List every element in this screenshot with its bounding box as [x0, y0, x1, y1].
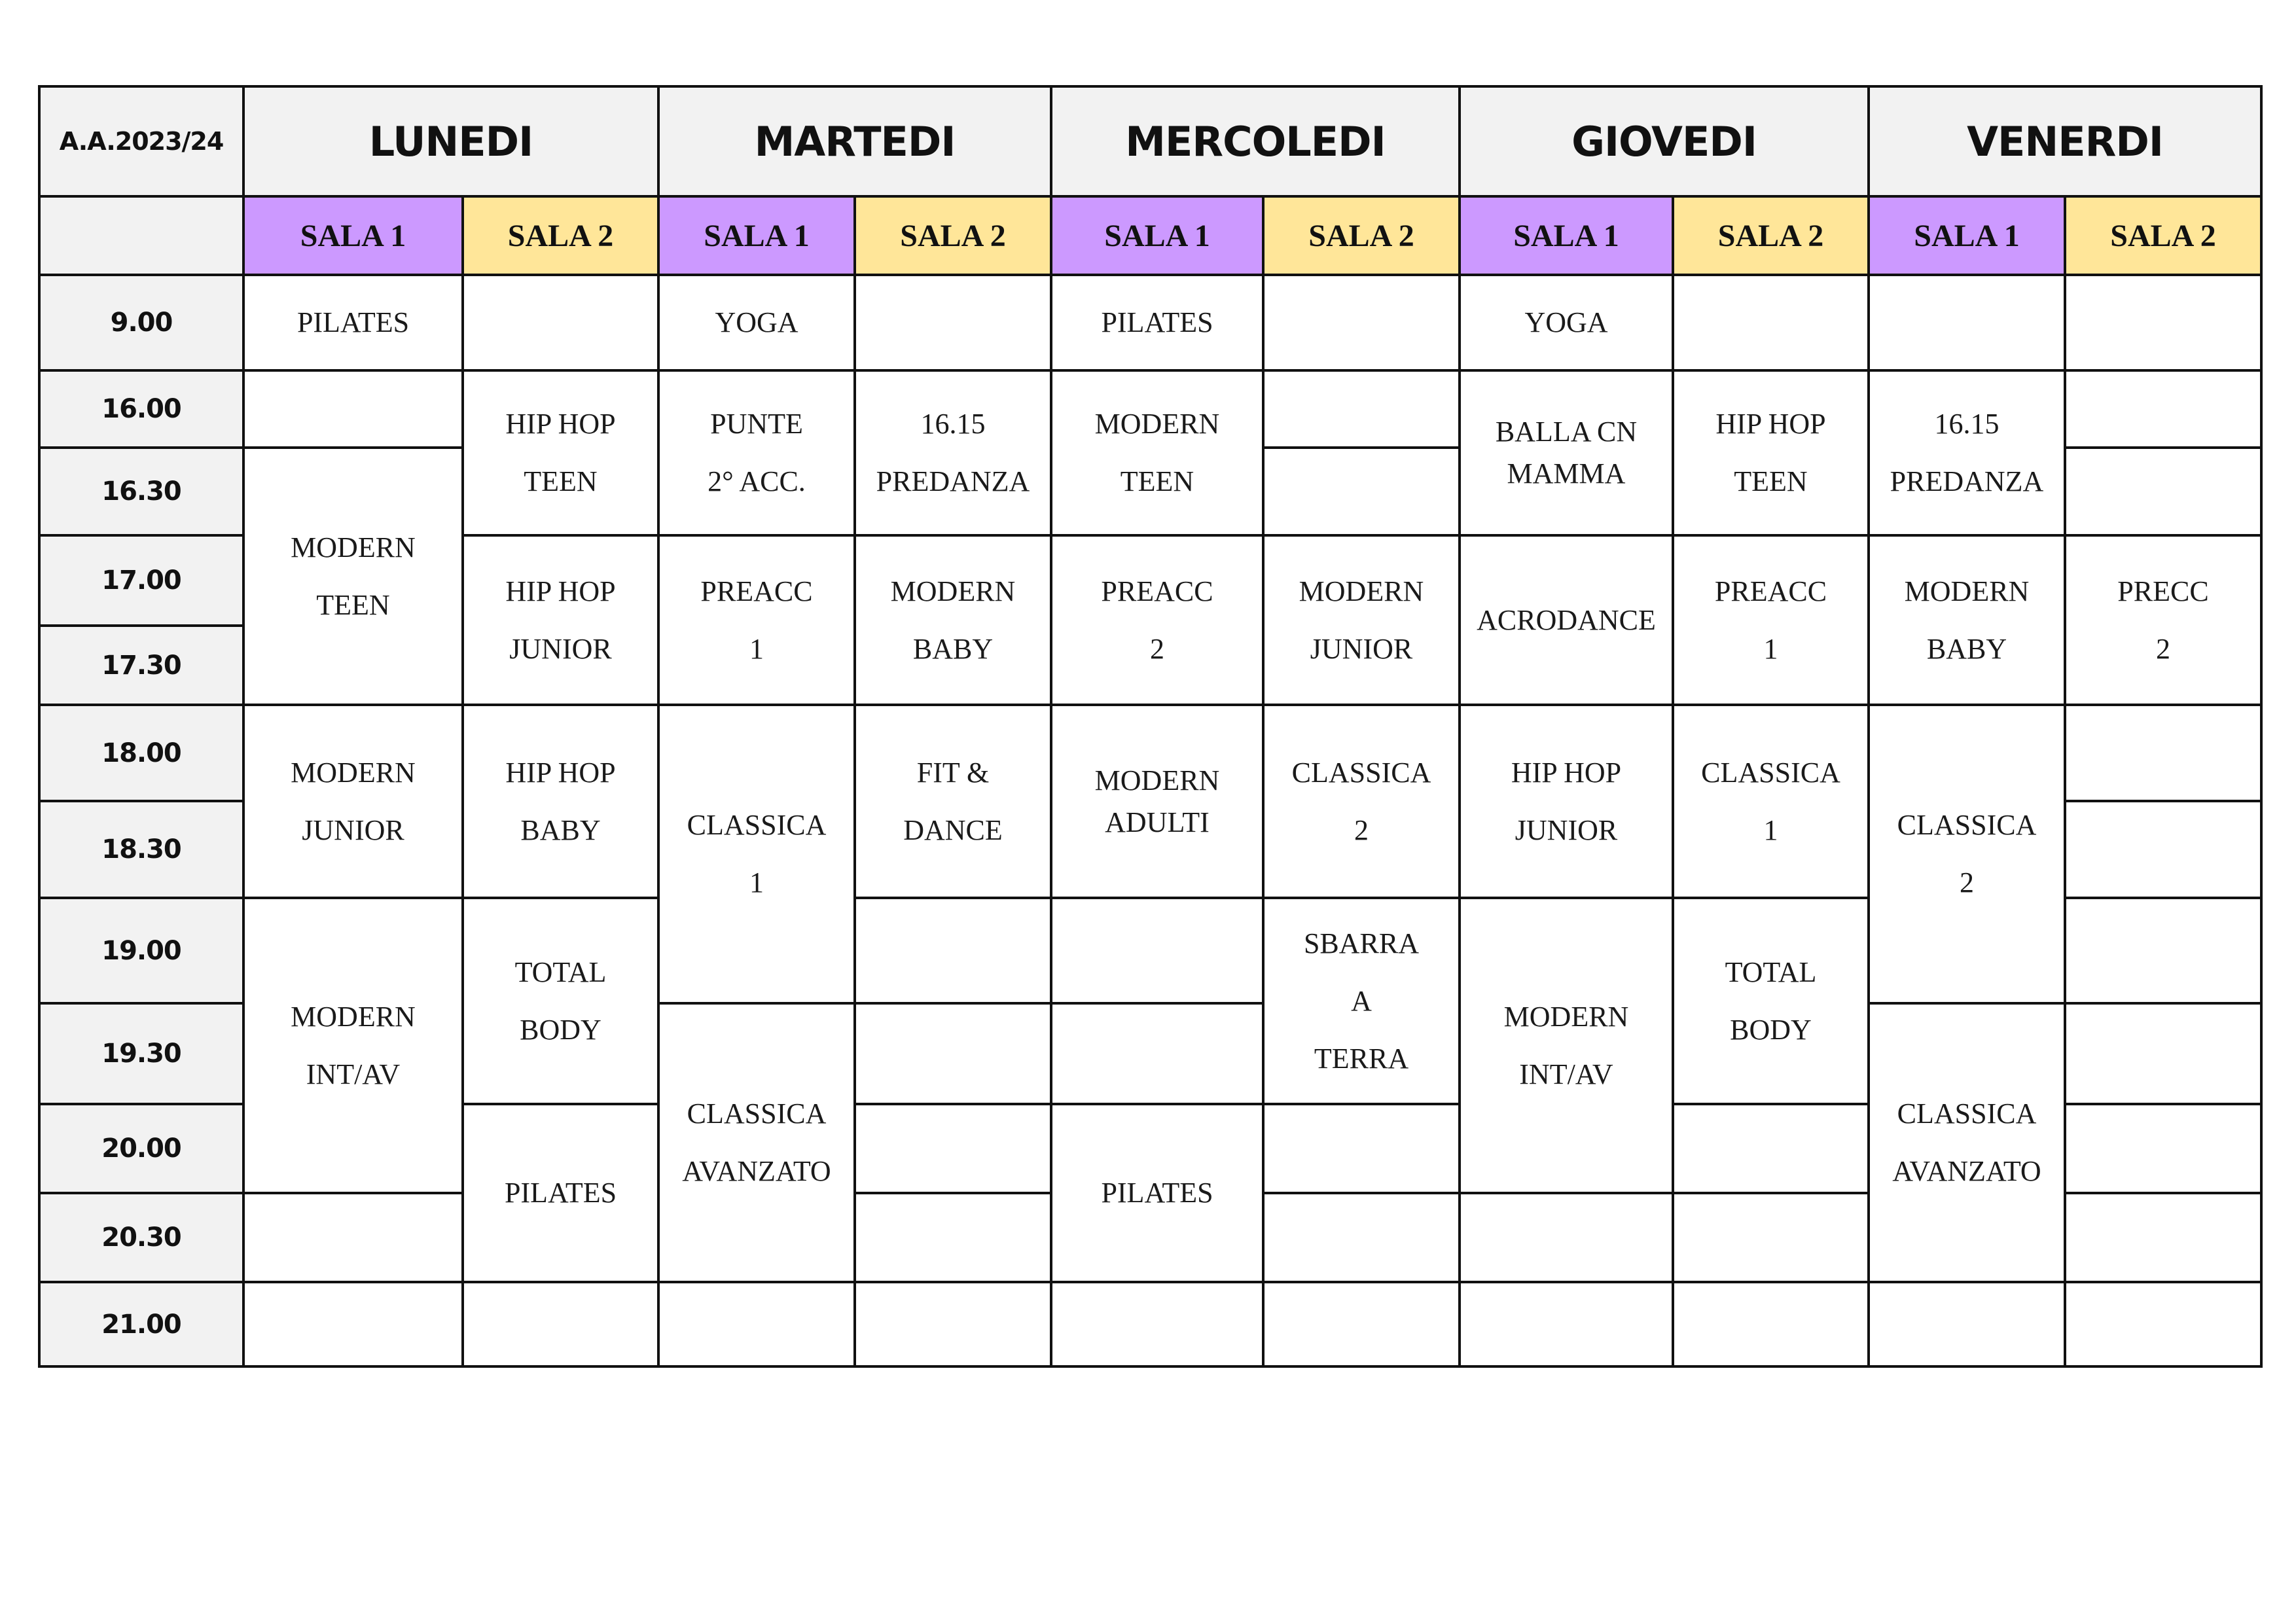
room-header-row [39, 196, 2261, 275]
class-lun-s2-hiphop-teen: HIP HOP TEEN [463, 370, 658, 535]
empty-slot [1263, 1104, 1460, 1193]
class-gio-s1-balla-cn-mamma: BALLA CN MAMMA [1460, 370, 1673, 535]
empty-slot [2065, 801, 2261, 898]
class-lun-s2-hiphop-junior: HIP HOP JUNIOR [463, 535, 658, 705]
empty-slot [1263, 370, 1460, 448]
class-mer-s2-sbarra-a-terra: SBARRA A TERRA [1263, 898, 1460, 1104]
empty-slot [2065, 1003, 2261, 1104]
time-label: 16.00 [39, 370, 243, 448]
empty-slot [1263, 448, 1460, 535]
class-mer-s1-pilates: PILATES [1051, 275, 1263, 370]
time-label: 20.00 [39, 1104, 243, 1193]
empty-slot [1263, 1282, 1460, 1366]
empty-slot [855, 275, 1051, 370]
room-header-corner [39, 196, 243, 275]
class-mar-s1-punte: PUNTE 2° ACC. [658, 370, 855, 535]
day-header-mercoledi: MERCOLEDI [1051, 86, 1460, 196]
time-label: 17.00 [39, 535, 243, 626]
class-gio-s2-classica-1: CLASSICA 1 [1673, 705, 1869, 898]
class-mar-s1-classica-avanzato: CLASSICA AVANZATO [658, 1003, 855, 1282]
class-gio-s1-hiphop-junior: HIP HOP JUNIOR [1460, 705, 1673, 898]
empty-slot [658, 1282, 855, 1366]
room-label-sala-2: SALA 2 [1263, 196, 1460, 275]
empty-slot [2065, 448, 2261, 535]
academic-year-label: A.A.2023/24 [39, 86, 243, 196]
class-gio-s2-hiphop-teen: HIP HOP TEEN [1673, 370, 1869, 535]
empty-slot [1673, 275, 1869, 370]
time-label: 18.00 [39, 705, 243, 801]
class-mer-s2-modern-junior: MODERN JUNIOR [1263, 535, 1460, 705]
time-label: 21.00 [39, 1282, 243, 1366]
time-label: 20.30 [39, 1193, 243, 1282]
empty-slot [1869, 275, 2065, 370]
time-row-1800 [39, 705, 2261, 801]
day-header-lunedi: LUNEDI [243, 86, 658, 196]
empty-slot [463, 1282, 658, 1366]
empty-slot [2065, 898, 2261, 1003]
room-label-sala-1: SALA 1 [658, 196, 855, 275]
room-label-sala-2: SALA 2 [855, 196, 1051, 275]
empty-slot [1460, 1193, 1673, 1282]
class-mer-s1-modern-teen: MODERN TEEN [1051, 370, 1263, 535]
class-mar-s1-preacc-1: PREACC 1 [658, 535, 855, 705]
empty-slot [2065, 275, 2261, 370]
class-ven-s1-modern-baby: MODERN BABY [1869, 535, 2065, 705]
empty-slot [243, 1193, 463, 1282]
empty-slot [1051, 1282, 1263, 1366]
class-mar-s1-yoga: YOGA [658, 275, 855, 370]
class-ven-s1-predanza: 16.15 PREDANZA [1869, 370, 2065, 535]
class-mar-s1-classica-1: CLASSICA 1 [658, 705, 855, 1003]
class-lun-s2-total-body: TOTAL BODY [463, 898, 658, 1104]
empty-slot [2065, 705, 2261, 801]
class-ven-s1-classica-2: CLASSICA 2 [1869, 705, 2065, 1003]
time-row-0900 [39, 275, 2261, 370]
empty-slot [1673, 1282, 1869, 1366]
room-label-sala-1: SALA 1 [1460, 196, 1673, 275]
time-label: 17.30 [39, 626, 243, 705]
time-label: 19.00 [39, 898, 243, 1003]
day-header-martedi: MARTEDI [658, 86, 1051, 196]
empty-slot [1673, 1193, 1869, 1282]
room-label-sala-1: SALA 1 [243, 196, 463, 275]
class-mer-s1-modern-adulti: MODERN ADULTI [1051, 705, 1263, 898]
class-mar-s2-modern-baby: MODERN BABY [855, 535, 1051, 705]
class-gio-s1-yoga: YOGA [1460, 275, 1673, 370]
empty-slot [855, 1104, 1051, 1193]
time-row-2100 [39, 1282, 2261, 1366]
empty-slot [1051, 1003, 1263, 1104]
empty-slot [463, 275, 658, 370]
empty-slot [1460, 1282, 1673, 1366]
class-ven-s2-precc-2: PRECC 2 [2065, 535, 2261, 705]
time-row-1600 [39, 370, 2261, 448]
class-lun-s2-pilates: PILATES [463, 1104, 658, 1282]
empty-slot [2065, 370, 2261, 448]
room-label-sala-2: SALA 2 [463, 196, 658, 275]
room-label-sala-1: SALA 1 [1869, 196, 2065, 275]
time-label: 18.30 [39, 801, 243, 898]
empty-slot [1263, 275, 1460, 370]
day-header-venerdi: VENERDI [1869, 86, 2261, 196]
time-label: 16.30 [39, 448, 243, 535]
class-mar-s2-fit-dance: FIT & DANCE [855, 705, 1051, 898]
empty-slot [855, 1193, 1051, 1282]
class-lun-s1-modern-junior: MODERN JUNIOR [243, 705, 463, 898]
room-label-sala-2: SALA 2 [2065, 196, 2261, 275]
empty-slot [1673, 1104, 1869, 1193]
empty-slot [1869, 1282, 2065, 1366]
class-gio-s1-acrodance: ACRODANCE [1460, 535, 1673, 705]
class-ven-s1-classica-avanzato: CLASSICA AVANZATO [1869, 1003, 2065, 1282]
class-gio-s2-preacc-1: PREACC 1 [1673, 535, 1869, 705]
empty-slot [1051, 898, 1263, 1003]
class-lun-s1-modern-teen: MODERN TEEN [243, 448, 463, 705]
class-lun-s1-modern-intav: MODERN INT/AV [243, 898, 463, 1193]
day-header-row [39, 86, 2261, 196]
class-mer-s1-pilates-evening: PILATES [1051, 1104, 1263, 1282]
class-lun-s2-hiphop-baby: HIP HOP BABY [463, 705, 658, 898]
class-mer-s1-preacc-2: PREACC 2 [1051, 535, 1263, 705]
empty-slot [1263, 1193, 1460, 1282]
class-mar-s2-predanza: 16.15 PREDANZA [855, 370, 1051, 535]
class-lun-s1-pilates: PILATES [243, 275, 463, 370]
class-gio-s2-total-body: TOTAL BODY [1673, 898, 1869, 1104]
empty-slot [855, 898, 1051, 1003]
empty-slot [2065, 1193, 2261, 1282]
empty-slot [2065, 1104, 2261, 1193]
day-header-giovedi: GIOVEDI [1460, 86, 1869, 196]
weekly-schedule-table [38, 85, 2263, 1368]
empty-slot [243, 370, 463, 448]
class-mer-s2-classica-2: CLASSICA 2 [1263, 705, 1460, 898]
room-label-sala-1: SALA 1 [1051, 196, 1263, 275]
empty-slot [2065, 1282, 2261, 1366]
class-gio-s1-modern-intav: MODERN INT/AV [1460, 898, 1673, 1193]
time-label: 9.00 [39, 275, 243, 370]
time-label: 19.30 [39, 1003, 243, 1104]
empty-slot [855, 1003, 1051, 1104]
empty-slot [855, 1282, 1051, 1366]
empty-slot [243, 1282, 463, 1366]
room-label-sala-2: SALA 2 [1673, 196, 1869, 275]
